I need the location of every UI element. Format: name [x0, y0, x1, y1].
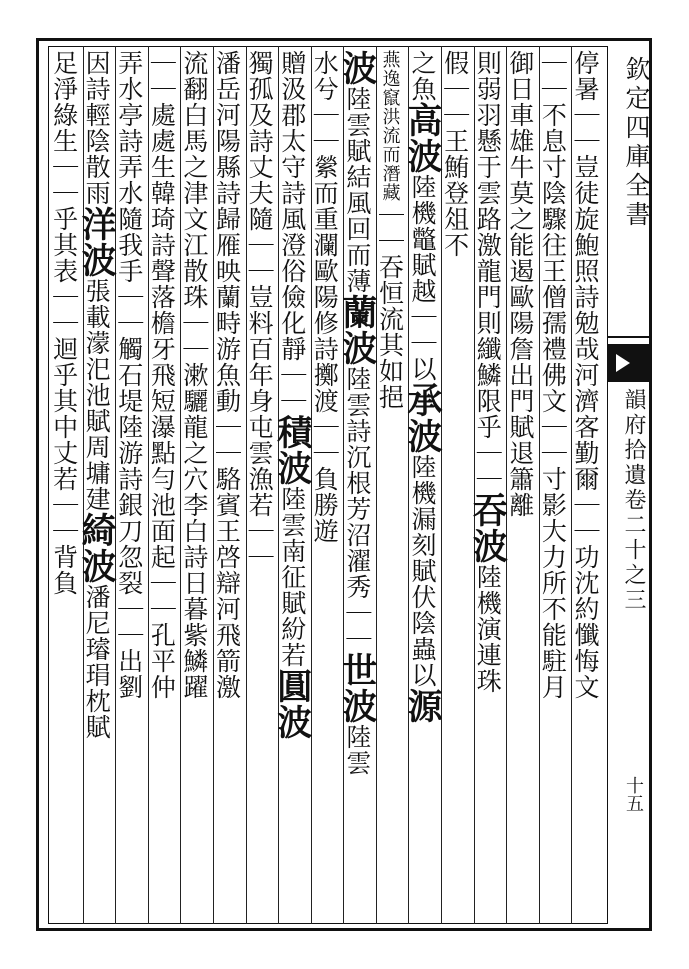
- column-text: ｜: [570, 128, 600, 154]
- headword: 高波: [402, 102, 444, 174]
- column-text: 豈徒旋鮑照詩勉哉河濟客勤爾｜｜功沈約懺悔文: [570, 154, 600, 700]
- text-column: [51, 50, 82, 596]
- column-text: 假｜｜: [440, 50, 470, 128]
- margin-divider: [608, 336, 652, 338]
- column-text: 燕逸竄洪流而潛藏: [379, 50, 401, 202]
- column-text: 陸雲詩沉根芳沼濯秀｜｜: [342, 366, 372, 652]
- text-column: [442, 50, 473, 258]
- text-column: [507, 50, 538, 518]
- column-text: 陸機鼈賦越｜｜以: [408, 174, 438, 382]
- column-text: 陸雲南征賦紛若: [277, 486, 307, 668]
- column-text: 則弱羽懸于雲路激龍門則纖鱗限乎｜｜: [473, 50, 503, 492]
- text-column: [76, 50, 118, 740]
- text-column: [540, 50, 571, 700]
- column-text: 屯雲漁若｜｜: [245, 414, 275, 570]
- column-text: 張載濛汜池賦周墉建: [82, 278, 112, 512]
- column-text: 因詩輕陰散雨: [82, 50, 112, 206]
- volume-title: 韻府拾遺卷二十之三: [621, 388, 646, 613]
- headword: 圓波: [271, 668, 313, 740]
- column-text: 弄水亭詩弄水隨我手｜｜觸石堤陸游詩銀刀忽裂｜｜出劉: [114, 50, 144, 700]
- column-text: 流翻白馬之津文江散珠｜｜漱驪龍之穴李白詩日暮紫鱗躍: [179, 50, 209, 700]
- column-text: 獨孤及詩丈夫隨｜｜豈料百年身: [245, 50, 275, 414]
- column-text: 丈若｜｜背負: [49, 440, 79, 596]
- column-text: 水兮｜｜縈而重瀾: [310, 50, 340, 258]
- headword: 吞波: [467, 492, 509, 564]
- text-column: [247, 50, 278, 570]
- text-column: [271, 50, 313, 740]
- margin-strip: [608, 46, 652, 924]
- column-text: 御日車雄牛莫之能遏歐陽詹出門賦退簫離: [505, 50, 535, 518]
- headword: 蘭波: [336, 294, 378, 366]
- headword: 洋波: [76, 206, 118, 278]
- text-column: [214, 50, 245, 700]
- headword: 承波: [402, 382, 444, 454]
- column-text: 王鮪登俎不: [440, 128, 470, 258]
- headword: 綺波: [76, 512, 118, 584]
- fish-tail-mark: [608, 344, 652, 382]
- headword: 積波: [271, 414, 313, 486]
- column-text: 乎其表｜｜迴乎其中: [49, 206, 79, 440]
- headword: 源: [402, 688, 444, 724]
- column-text: ｜｜處處生韓琦詩聲落檐牙飛短瀑點勻池面起｜｜孔平仲: [147, 50, 177, 700]
- headword: 世波: [336, 652, 378, 724]
- text-column: [336, 50, 378, 776]
- column-text: 陸雲: [342, 724, 372, 776]
- text-column: [181, 50, 212, 700]
- column-text: 潘尼璿琄枕賦: [82, 584, 112, 740]
- page-number: 十五: [623, 776, 644, 812]
- column-text: 足淨綠生｜｜: [49, 50, 79, 206]
- column-text: 歐陽修詩擲渡｜｜負勝遊: [310, 258, 340, 544]
- column-text: 潘岳河陽縣詩歸雁映蘭畤游魚動｜｜駱賓王啓辯河飛箭激: [212, 50, 242, 700]
- column-text: 陸雲賦結風回而薄: [342, 86, 372, 294]
- text-column: [467, 50, 509, 694]
- column-text: ｜｜不息寸陰驟往王僧孺禮佛文｜｜寸影大力所不能駐月: [538, 50, 568, 700]
- text-column: [402, 50, 444, 724]
- column-text: 陸機漏刻賦伏陰蟲以: [408, 454, 438, 688]
- column-text: 贈汲郡太守詩風澄俗儉化靜｜｜: [277, 50, 307, 414]
- text-column: [116, 50, 147, 700]
- column-text: 陸機演連珠: [473, 564, 503, 694]
- text-column: [572, 50, 603, 700]
- book-title: 欽定四庫全書: [622, 56, 651, 230]
- text-column: [312, 50, 343, 544]
- column-text: ｜: [570, 102, 600, 128]
- text-column: [149, 50, 180, 700]
- column-text: 暑: [570, 76, 600, 102]
- text-column: [377, 50, 408, 410]
- column-text: 停: [570, 50, 600, 76]
- column-text: 之魚: [408, 50, 438, 102]
- headword: 波: [336, 50, 378, 86]
- column-text: ｜｜吞恒流其如挹: [375, 202, 405, 410]
